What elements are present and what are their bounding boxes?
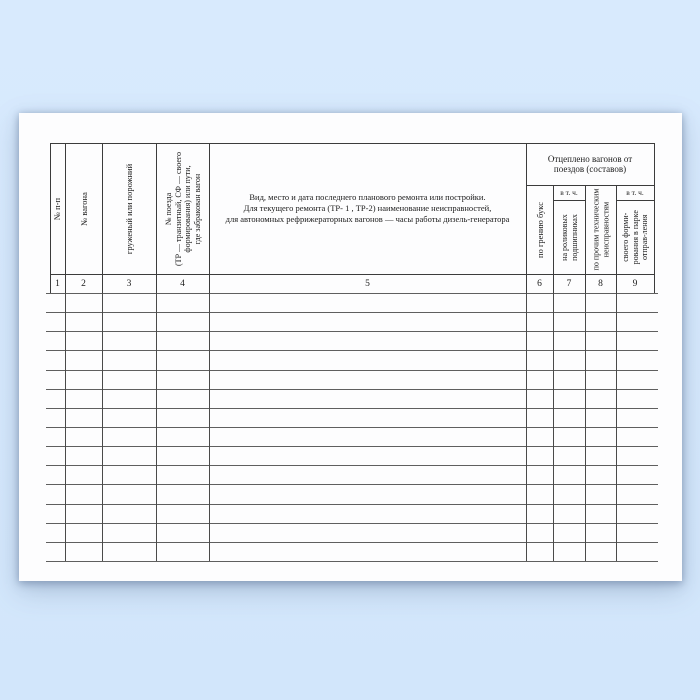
row-line	[46, 370, 658, 371]
col-header-5-line3: для автономных рефрижераторных вагонов — часы работы дизель-генератора	[225, 214, 510, 224]
col-header-5-line1: Вид, место и дата последнего планового ремонта или постройки.	[249, 192, 486, 202]
col-header-2-label: № вагона	[78, 191, 89, 226]
column-line	[553, 293, 554, 561]
row-line	[46, 408, 658, 409]
row-line	[46, 523, 658, 524]
col-header-4-line2: (ТР — транзитный, СФ — своего	[173, 151, 182, 266]
column-number-5: 5	[365, 278, 370, 289]
column-line	[102, 293, 103, 561]
group-header-line2: поездов (составов)	[553, 164, 627, 174]
col-header-9-line2: рования в парке	[630, 209, 640, 265]
col-header-4-line3: формирования) или пути,	[182, 164, 192, 253]
column-number-8: 8	[598, 278, 603, 289]
col-header-5-line2: Для текущего ремонта (ТР- 1 , ТР-2) наименование неисправностей,	[243, 203, 492, 213]
column-number-3: 3	[126, 278, 132, 289]
row-line	[46, 350, 658, 351]
column-number-1: 1	[55, 278, 60, 289]
col-header-8-line2: неисправностям	[600, 201, 610, 258]
row-line	[46, 484, 658, 485]
column-line	[616, 293, 617, 561]
form-page	[19, 113, 682, 581]
row-line	[46, 542, 658, 543]
column-line	[65, 293, 66, 561]
column-line	[156, 293, 157, 561]
column-number-6: 6	[537, 278, 542, 289]
column-number-9: 9	[632, 278, 638, 289]
col-header-7-line1: на роликовых	[559, 213, 569, 261]
column-line	[526, 293, 527, 561]
row-line	[46, 331, 658, 332]
group-header-line1: Отцеплено вагонов от	[547, 153, 633, 164]
col-header-3-label: груженый или порожний	[124, 163, 134, 254]
row-line	[46, 389, 658, 390]
row-line	[46, 293, 658, 294]
col-header-9-sub: в т. ч.	[626, 188, 644, 197]
col-header-7-line2: подшипниках	[569, 213, 579, 261]
row-line	[46, 561, 658, 562]
row-line	[46, 504, 658, 505]
table-grid	[19, 113, 682, 581]
row-line	[46, 427, 658, 428]
column-number-7: 7	[566, 278, 572, 289]
col-header-1-label: № п-п	[52, 197, 63, 220]
col-header-6-label: по грению букс	[534, 201, 545, 258]
col-header-8-line1: по прочим техническим	[591, 188, 600, 271]
column-number-2: 2	[81, 278, 86, 289]
col-header-9-line1: своего форми-	[620, 212, 630, 262]
col-header-4-line4: где забракован вагон	[192, 173, 201, 244]
col-header-9-line3: отправ-ления	[639, 214, 649, 260]
col-header-7-sub: в т. ч.	[560, 188, 578, 197]
row-line	[46, 312, 658, 313]
row-line	[46, 465, 658, 466]
row-line	[46, 446, 658, 447]
column-line	[209, 293, 210, 561]
col-header-4-line1: № поезда	[163, 192, 173, 225]
column-number-4: 4	[180, 278, 185, 289]
column-line	[585, 293, 586, 561]
